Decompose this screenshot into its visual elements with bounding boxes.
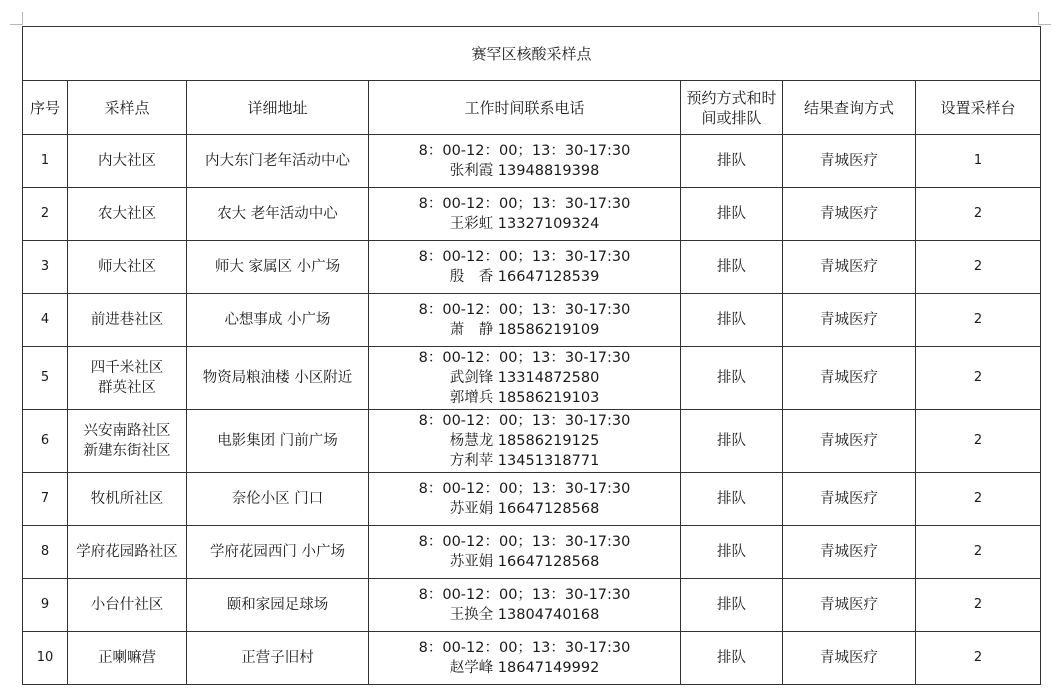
cell-result: 青城医疗: [783, 410, 916, 473]
header-hours-contact: 工作时间联系电话: [369, 81, 681, 135]
cell-site: [68, 347, 187, 410]
cell-address: 内大东门老年活动中心: [187, 135, 369, 188]
cell-result: 青城医疗: [783, 135, 916, 188]
cell-address: 学府花园西门 小广场: [187, 526, 369, 579]
cell-result: 青城医疗: [783, 188, 916, 241]
cell-index: 1: [23, 135, 68, 188]
cell-tables: 1: [916, 135, 1041, 188]
site-name-line: 内大社区: [98, 153, 156, 169]
table-row: [23, 294, 1041, 347]
cell-site: [68, 188, 187, 241]
cell-site: [68, 135, 187, 188]
cell-site: [68, 410, 187, 473]
site-name-line: 新建东街社区: [83, 443, 171, 459]
header-booking: 预约方式和时间或排队: [681, 81, 783, 135]
table-row: [23, 579, 1041, 632]
header-address: 详细地址: [187, 81, 369, 135]
sampling-sites-table: [22, 26, 1041, 685]
site-name-line: 群英社区: [98, 380, 156, 396]
cell-index: 6: [23, 410, 68, 473]
cell-hours-contact: [369, 135, 681, 188]
cell-booking: 排队: [681, 632, 783, 685]
cell-result: 青城医疗: [783, 347, 916, 410]
site-name-line: 正喇嘛营: [98, 650, 156, 666]
contact-line: 方利苹 13451318771: [449, 453, 600, 469]
cell-index: 8: [23, 526, 68, 579]
table-row: [23, 632, 1041, 685]
contact-line: 赵学峰 18647149992: [449, 660, 600, 676]
cell-tables: 2: [916, 526, 1041, 579]
cell-tables: 2: [916, 579, 1041, 632]
contact-line: 王换全 13804740168: [449, 607, 600, 623]
cell-tables: 2: [916, 473, 1041, 526]
cell-address: 农大 老年活动中心: [187, 188, 369, 241]
cell-booking: 排队: [681, 579, 783, 632]
cell-result: 青城医疗: [783, 579, 916, 632]
contact-line: 郭增兵 18586219103: [449, 390, 600, 406]
site-name-line: 前进巷社区: [90, 312, 164, 328]
contact-line: 殷 香 16647128539: [449, 269, 600, 285]
table-row: [23, 347, 1041, 410]
cell-index: 4: [23, 294, 68, 347]
cell-hours-contact: [369, 347, 681, 410]
cell-booking: 排队: [681, 135, 783, 188]
contact-line: 武剑锋 13314872580: [449, 370, 600, 386]
site-name-line: 农大社区: [98, 206, 156, 222]
cell-site: [68, 579, 187, 632]
working-hours-line: 8：00-12：00；13：30-17:30: [418, 534, 631, 550]
cell-booking: 排队: [681, 526, 783, 579]
cell-index: 2: [23, 188, 68, 241]
cell-booking: 排队: [681, 473, 783, 526]
cell-result: 青城医疗: [783, 241, 916, 294]
cell-site: [68, 241, 187, 294]
cell-hours-contact: [369, 473, 681, 526]
contact-line: 萧 静 18586219109: [449, 322, 600, 338]
cell-tables: 2: [916, 188, 1041, 241]
working-hours-line: 8：00-12：00；13：30-17:30: [418, 143, 631, 159]
cell-index: 5: [23, 347, 68, 410]
cell-result: 青城医疗: [783, 526, 916, 579]
cell-tables: 2: [916, 294, 1041, 347]
working-hours-line: 8：00-12：00；13：30-17:30: [418, 350, 631, 366]
table-row: [23, 188, 1041, 241]
working-hours-line: 8：00-12：00；13：30-17:30: [418, 481, 631, 497]
table-row: [23, 526, 1041, 579]
contact-line: 杨慧龙 18586219125: [449, 433, 600, 449]
table-row: [23, 473, 1041, 526]
cell-address: 师大 家属区 小广场: [187, 241, 369, 294]
cell-index: 3: [23, 241, 68, 294]
cell-site: [68, 632, 187, 685]
table-row: [23, 410, 1041, 473]
cell-hours-contact: [369, 526, 681, 579]
page-corner-mark-right: [1038, 12, 1051, 25]
cell-hours-contact: [369, 410, 681, 473]
cell-site: [68, 294, 187, 347]
cell-index: 9: [23, 579, 68, 632]
working-hours-line: 8：00-12：00；13：30-17:30: [418, 587, 631, 603]
cell-hours-contact: [369, 294, 681, 347]
cell-booking: 排队: [681, 410, 783, 473]
site-name-line: 小台什社区: [90, 597, 164, 613]
site-name-line: 四千米社区: [90, 360, 164, 376]
site-name-line: 兴安南路社区: [83, 423, 171, 439]
cell-tables: 2: [916, 241, 1041, 294]
cell-tables: 2: [916, 410, 1041, 473]
cell-result: 青城医疗: [783, 473, 916, 526]
cell-address: 正营子旧村: [187, 632, 369, 685]
cell-hours-contact: [369, 188, 681, 241]
header-tables: 设置采样台: [916, 81, 1041, 135]
table-row: [23, 241, 1041, 294]
header-index: 序号: [23, 81, 68, 135]
contact-line: 王彩虹 13327109324: [449, 216, 600, 232]
cell-booking: 排队: [681, 347, 783, 410]
cell-site: [68, 526, 187, 579]
cell-address: 颐和家园足球场: [187, 579, 369, 632]
cell-booking: 排队: [681, 188, 783, 241]
cell-tables: 2: [916, 632, 1041, 685]
working-hours-line: 8：00-12：00；13：30-17:30: [418, 413, 631, 429]
working-hours-line: 8：00-12：00；13：30-17:30: [418, 196, 631, 212]
cell-booking: 排队: [681, 241, 783, 294]
table-title: 赛罕区核酸采样点: [23, 27, 1041, 81]
header-result: 结果查询方式: [783, 81, 916, 135]
header-site: 采样点: [68, 81, 187, 135]
contact-line: 苏亚娟 16647128568: [449, 554, 600, 570]
header-row: [23, 81, 1041, 135]
cell-result: 青城医疗: [783, 632, 916, 685]
working-hours-line: 8：00-12：00；13：30-17:30: [418, 249, 631, 265]
working-hours-line: 8：00-12：00；13：30-17:30: [418, 302, 631, 318]
table-row: [23, 135, 1041, 188]
site-name-line: 学府花园路社区: [76, 544, 178, 560]
cell-tables: 2: [916, 347, 1041, 410]
site-name-line: 牧机所社区: [90, 491, 164, 507]
page-corner-mark-left: [10, 12, 23, 25]
table-body: [23, 135, 1041, 685]
contact-line: 张利霞 13948819398: [449, 163, 600, 179]
cell-index: 10: [23, 632, 68, 685]
site-name-line: 师大社区: [98, 259, 156, 275]
cell-address: 奈伦小区 门口: [187, 473, 369, 526]
cell-hours-contact: [369, 632, 681, 685]
cell-booking: 排队: [681, 294, 783, 347]
cell-address: 心想事成 小广场: [187, 294, 369, 347]
cell-result: 青城医疗: [783, 294, 916, 347]
cell-hours-contact: [369, 579, 681, 632]
contact-line: 苏亚娟 16647128568: [449, 501, 600, 517]
cell-hours-contact: [369, 241, 681, 294]
cell-site: [68, 473, 187, 526]
cell-address: 电影集团 门前广场: [187, 410, 369, 473]
working-hours-line: 8：00-12：00；13：30-17:30: [418, 640, 631, 656]
cell-index: 7: [23, 473, 68, 526]
cell-address: 物资局粮油楼 小区附近: [187, 347, 369, 410]
